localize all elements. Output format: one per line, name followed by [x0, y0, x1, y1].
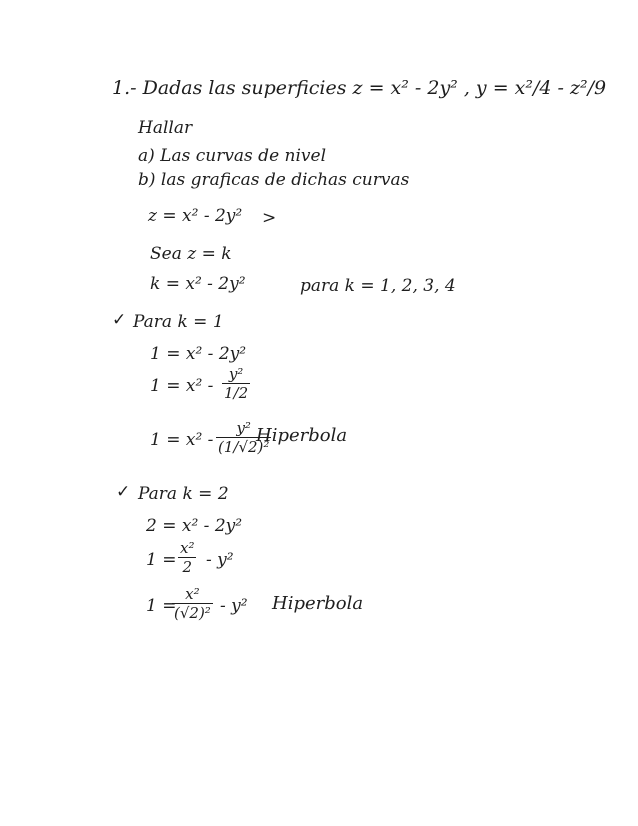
- case-k2-line1: 2 = x² - 2y²: [146, 516, 243, 536]
- case-k1-line2-lhs: 1 = x² -: [150, 376, 214, 396]
- fraction-numerator: y²: [236, 419, 251, 437]
- item-a: a) Las curvas de nivel: [138, 146, 327, 166]
- fraction-denominator: 2: [182, 558, 193, 576]
- case-k2-heading: Para k = 2: [138, 484, 229, 504]
- case-k2-label: Hiperbola: [272, 593, 364, 614]
- case-k1-label: Hiperbola: [256, 425, 348, 446]
- sea-line: Sea z = k: [150, 244, 232, 264]
- fraction-numerator: x²: [185, 585, 200, 603]
- fraction-numerator: x²: [180, 539, 195, 557]
- hallar-label: Hallar: [138, 118, 193, 138]
- case-k1-line1: 1 = x² - 2y²: [150, 344, 247, 364]
- case-k2-line3-lhs: 1 =: [146, 596, 177, 616]
- para-values: para k = 1, 2, 3, 4: [300, 276, 456, 296]
- case-k2-line2-fraction: [178, 540, 196, 575]
- k-equation: k = x² - 2y²: [150, 274, 246, 294]
- fraction-denominator: (1/√2)²: [218, 438, 270, 456]
- case-k1-line3-lhs: 1 = x² -: [150, 430, 214, 450]
- case-k2-line2-rhs: - y²: [206, 550, 234, 570]
- item-b: b) las graficas de dichas curvas: [138, 170, 410, 190]
- case-k2-line3-rhs: - y²: [220, 596, 248, 616]
- check-mark-icon: ✓: [116, 482, 131, 502]
- fraction-denominator: 1/2: [224, 384, 249, 402]
- fraction-numerator: y²: [228, 365, 244, 383]
- arrow-mark: >: [262, 208, 277, 228]
- problem-header: 1.- Dadas las superficies z = x² - 2y² , y = x²/4 - z²/9: [112, 77, 607, 99]
- surface-equation: z = x² - 2y²: [148, 206, 243, 226]
- case-k1-line2-fraction: [222, 366, 250, 401]
- case-k2-line3-fraction: [172, 586, 213, 621]
- case-k2-line2-lhs: 1 =: [146, 550, 177, 570]
- fraction-denominator: (√2)²: [174, 604, 211, 622]
- case-k1-heading: Para k = 1: [133, 312, 224, 332]
- check-mark-icon: ✓: [112, 310, 127, 330]
